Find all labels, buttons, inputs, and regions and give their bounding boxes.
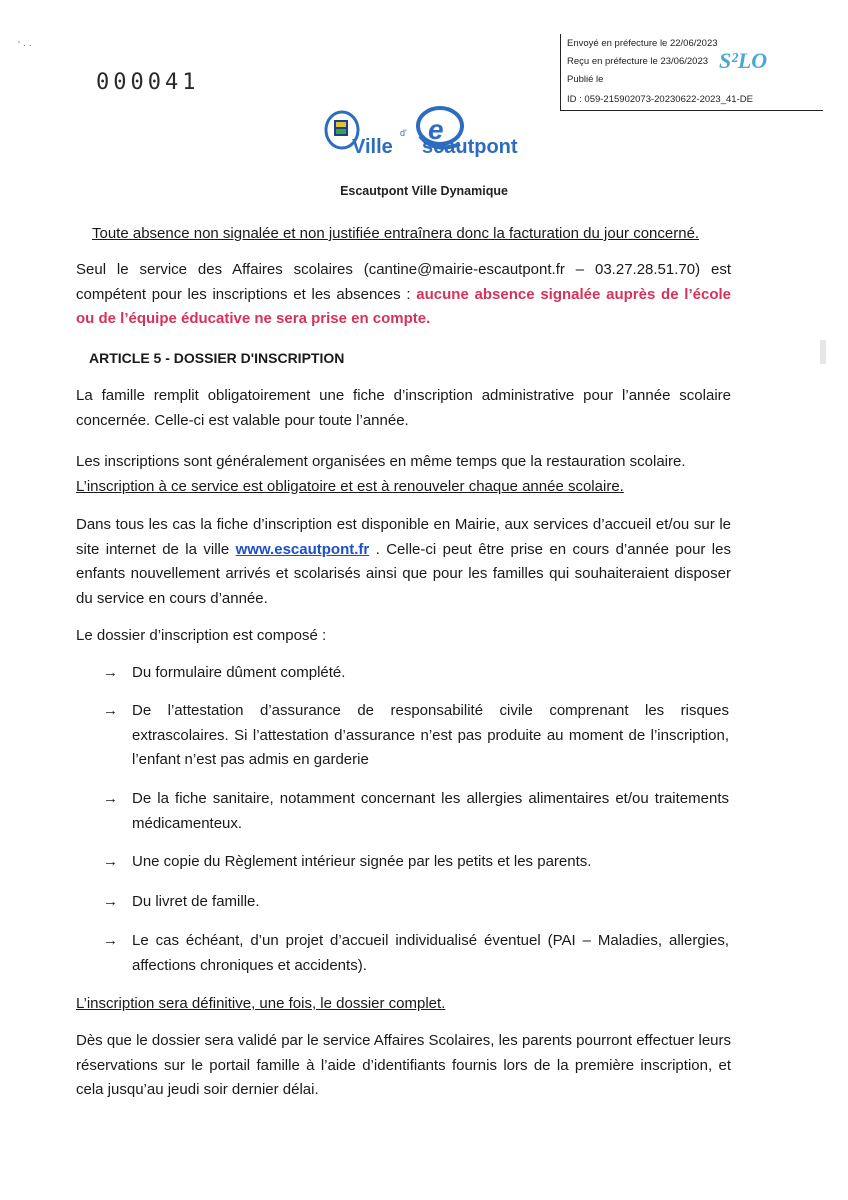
scan-marks: ' · · [18,40,33,51]
list-item [103,787,729,836]
list-item [103,661,729,686]
logo-scautpont: scautpont [422,136,518,158]
document-number: 000041 [96,70,200,95]
availability-text-end: . Celle-ci peut être prise en cours d’année pour les enfants nouvellement arrivés et scolarisés ainsi que pour les familles qui souhaiteraient disposer du service en cours d’année. [76,540,731,607]
dossier-intro: Le dossier d’inscription est composé : [76,627,327,644]
absence-notice: Toute absence non signalée et non justifiée entraînera donc la facturation du jour concerné. [92,225,700,242]
list-item-text: De l’attestation d’assurance de responsabilité civile comprenant les risques extrascolaires. Si l’attestation d’assurance n’est pas produite au moment de l’inscription, l’enfant n’est pas admis en garderie [132,702,729,768]
list-item-text: Du livret de famille. [132,893,260,910]
definitive-registration-notice: L’inscription sera définitive, une fois, le dossier complet. [76,995,446,1012]
prefecture-stamp [560,34,823,111]
absence-warning: aucune absence signalée auprès de l’école ou de l’équipe éducative ne sera prise en compte. [76,285,731,327]
registration-timing-text: Les inscriptions sont généralement organisées en même temps que la restauration scolaire. [76,453,686,470]
logo-apostrophe: d' [400,128,407,138]
registration-mandatory-text: L’inscription à ce service est obligatoire et est à renouveler chaque année scolaire. [76,477,624,495]
arrow-icon: → [103,932,118,949]
stamp-published: Publié le [567,74,604,85]
stamp-received-date: Reçu en préfecture le 23/06/2023 [567,56,709,67]
city-logo [322,106,522,166]
logo-e: e [428,114,444,145]
list-item-text: Du formulaire dûment complété. [132,664,346,681]
list-item [103,929,729,978]
reservation-paragraph: Dès que le dossier sera validé par le service Affaires Scolaires, les parents pourront effectuer leurs réservations sur le portail famille à l’aide d’identifiants fournis lors de la première inscription, et cela jusqu’au jeudi soir dernier délai. [76,1032,731,1098]
availability-text-start: Dans tous les cas la fiche d’inscription est disponible en Mairie, aux services d’accueil et/ou sur le site internet de la ville [76,516,731,558]
schools-service-text: Seul le service des Affaires scolaires (cantine@mairie-escautpont.fr – 03.27.28.51.70) est compétent pour les inscriptions et les absences : [76,261,731,303]
schools-service-paragraph [76,258,731,332]
logo-ville: Ville [352,136,393,158]
availability-paragraph [76,513,731,611]
website-link[interactable]: www.escautpont.fr [235,540,370,558]
scan-edge-mark [820,340,826,364]
stamp-sent-date: Envoyé en préfecture le 22/06/2023 [567,38,718,49]
registration-form-paragraph: La famille remplit obligatoirement une fiche d’inscription administrative pour l’année scolaire concernée. Celle-ci est valable pour toute l’année. [76,387,731,429]
article-heading: ARTICLE 5 - DOSSIER D'INSCRIPTION [89,350,345,366]
stamp-id: ID : 059-215902073-20230622-2023_41-DE [567,94,753,105]
list-item [103,699,729,773]
list-item-text: Le cas échéant, d’un projet d’accueil individualisé éventuel (PAI – Maladies, allergies, affections chroniques et accidents). [132,932,729,974]
registration-timing-paragraph [76,450,731,499]
list-item-text: De la fiche sanitaire, notamment concernant les allergies alimentaires et/ou traitements médicamenteux. [132,790,729,832]
arrow-icon: → [103,664,118,681]
arrow-icon: → [103,702,118,719]
slo-signature: S²LO [719,48,768,73]
list-item-text: Une copie du Règlement intérieur signée par les petits et les parents. [132,853,592,870]
arrow-icon: → [103,790,118,807]
list-item [103,890,729,915]
list-item [103,850,729,875]
tagline: Escautpont Ville Dynamique [340,184,508,198]
arrow-icon: → [103,853,118,870]
arrow-icon: → [103,893,118,910]
